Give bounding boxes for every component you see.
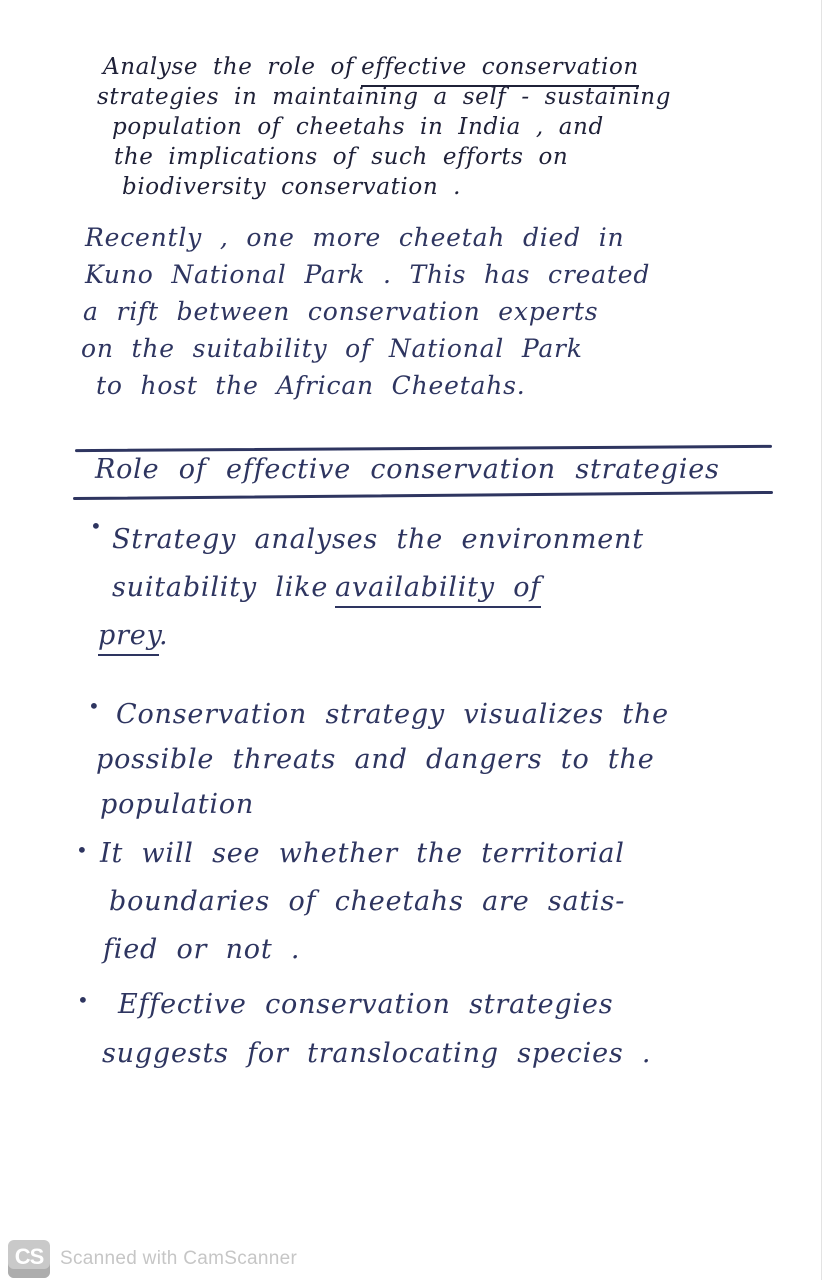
- handwritten-line: population of cheetahs in India , and: [112, 114, 604, 140]
- intro-paragraph: [81, 219, 651, 404]
- handwritten-line: strategies in maintaining a self - sustaining: [97, 84, 672, 110]
- scan-edge-line: [821, 0, 822, 1280]
- text-segment: Analyse the role of: [103, 54, 355, 80]
- handwritten-line: [98, 612, 644, 660]
- handwritten-line: Conservation strategy visualizes the: [116, 699, 669, 730]
- handwritten-line: Kuno National Park . This has created: [85, 260, 651, 289]
- handwritten-line: the implications of such efforts on: [114, 144, 569, 170]
- handwritten-line: population: [100, 789, 255, 820]
- handwritten-line: It will see whether the territorial: [100, 838, 625, 869]
- bullet-dot: •: [77, 988, 89, 1012]
- handwritten-line: fied or not .: [103, 934, 301, 965]
- handwritten-line: to host the African Cheetahs.: [96, 371, 526, 400]
- handwritten-line: [103, 52, 671, 82]
- handwritten-line: Effective conservation strategies: [118, 989, 614, 1020]
- handwritten-line: on the suitability of National Park: [81, 334, 583, 363]
- camscanner-logo-icon: CS: [8, 1240, 50, 1278]
- hand-drawn-rule-bottom: [73, 491, 773, 500]
- handwritten-line: possible threats and dangers to the: [96, 744, 655, 775]
- bullet-dot: •: [90, 514, 102, 538]
- handwritten-line: Recently , one more cheetah died in: [85, 223, 625, 252]
- bullet-item-territorial-boundaries: [100, 830, 625, 974]
- handwritten-line: boundaries of cheetahs are satis-: [109, 886, 626, 917]
- handwritten-line: [112, 564, 644, 612]
- handwritten-line: biodiversity conservation .: [122, 174, 462, 200]
- text-segment: suitability like: [112, 572, 329, 603]
- bullet-dot: •: [88, 694, 100, 718]
- bullet-item-strategy-analyses: [98, 516, 644, 660]
- underlined-phrase: availability of: [335, 572, 541, 608]
- handwritten-line: suggests for translocating species .: [102, 1038, 652, 1069]
- handwritten-line: a rift between conservation experts: [83, 297, 599, 326]
- hand-drawn-rule-top: [75, 445, 772, 452]
- camscanner-watermark-label: Scanned with CamScanner: [60, 1248, 298, 1269]
- question-paragraph: [97, 52, 672, 202]
- bullet-item-translocating-species: [102, 980, 652, 1078]
- underlined-phrase: effective conservation: [361, 54, 639, 87]
- handwritten-line: Strategy analyses the environment: [112, 524, 644, 555]
- bullet-item-visualizes-threats: [96, 692, 669, 827]
- section-heading: Role of effective conservation strategies: [95, 454, 720, 485]
- bullet-dot: •: [76, 838, 88, 862]
- underlined-phrase: prey: [98, 620, 159, 656]
- text-segment: .: [159, 620, 169, 651]
